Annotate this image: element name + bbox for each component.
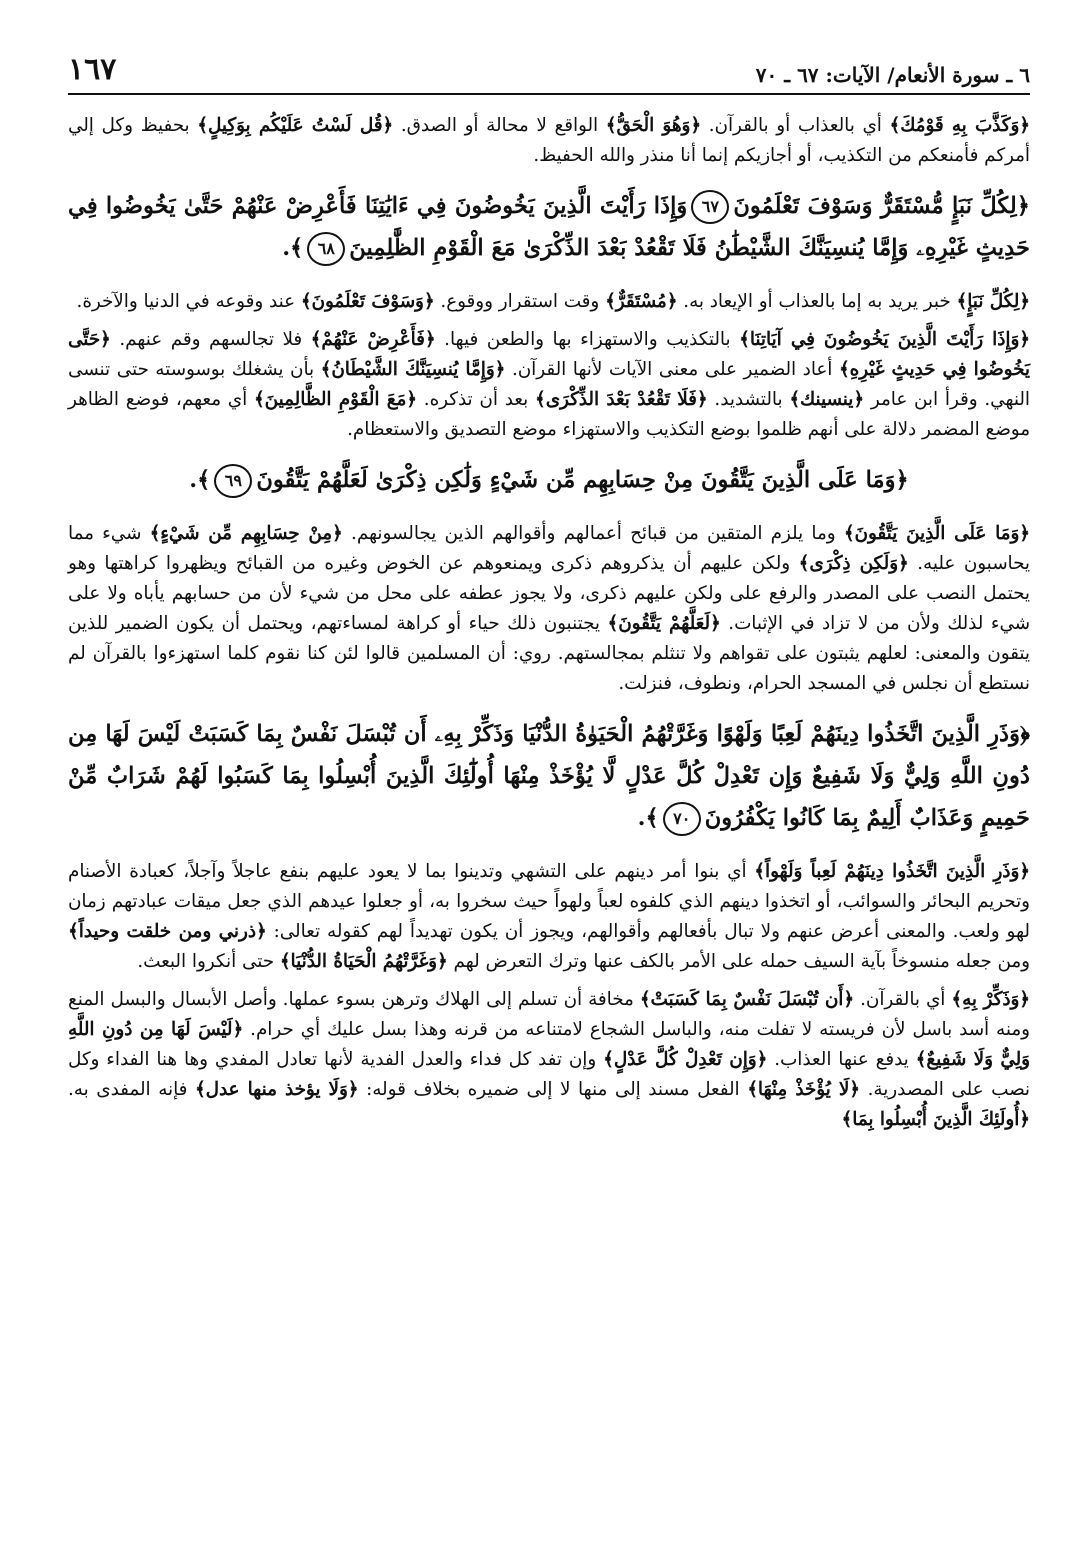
commentary-text: أي بالعذاب أو بالقرآن. (701, 115, 890, 136)
commentary-text: يدفع عنها العذاب. (767, 1049, 916, 1070)
quoted-verse-text: ﴿وَذَرِ الَّذِينَ اتَّخَذُوا دِينَهُمْ لَعِباً وَلَهْواً﴾ (754, 861, 1030, 882)
commentary-text: شيء مما يحاسبون عليه. (68, 523, 1030, 574)
quoted-verse-text: ﴿ينسينك﴾ (789, 389, 865, 410)
quoted-verse-text: ﴿وَلَكِن ذِكْرَى﴾ (798, 553, 909, 574)
commentary-text: وَإِذَا رَأَيْتَ الَّذِينَ يَخُوضُونَ فِي ءَايَٰتِنَا فَأَعْرِضْ عَنْهُمْ حَتَّىٰ يَخُوضُوا فِي حَدِيثٍ غَيْرِهِۦ وَإِمَّا يُنسِيَنَّكَ الشَّيْطَٰنُ فَلَا تَقْعُدْ بَعْدَ الذِّكْرَىٰ مَعَ الْقَوْمِ الظَّٰلِمِينَ (68, 193, 1030, 261)
quran-verse-block (68, 713, 1030, 839)
quoted-verse-text: ﴿فَلَا تَقْعُدْ بَعْدَ الذِّكْرَى﴾ (534, 389, 708, 410)
commentary-text: أي معهم، فوضع الظاهر موضع المضمر دلالة على أنهم ظلموا بوضع التكذيب والاستهزاء موضع التصديق والاستعظام. (68, 389, 1030, 440)
ayah-number-marker: ٦٨ (307, 232, 345, 266)
commentary-text: وإن تفد كل فداء والعدل الفدية لأنها تعادل المفدي وها هنا الفداء وكل نصب على المصدرية. (68, 1049, 1031, 1100)
quoted-verse-text: ﴿حَتَّى يَخُوضُوا فِي حَدِيثٍ غَيْرِهِ﴾ (68, 329, 1030, 380)
commentary-paragraph (68, 287, 1030, 317)
commentary-text: وقت استقرار ووقوع. (434, 291, 606, 312)
ayah-number-marker: ٧٠ (663, 802, 701, 836)
quoted-verse-text: ﴿وَسَوْفَ تَعْلَمُونَ﴾ (300, 291, 435, 312)
page-number: ١٦٧ (68, 52, 117, 87)
quoted-verse-text: ﴿أُولَئِكَ الَّذِينَ أُبْسِلُوا بِمَا﴾ (841, 1109, 1030, 1130)
commentary-text: ﴾. (637, 805, 659, 831)
commentary-text: ولكن عليهم أن يذكروهم ذكرى ويمنعوهم عن الخوض وغيره من القبائح ويظهروا كراهتها وهو يحتمل النصب على المصدر والرفع على ولكن عليهم ذكرى، ولا يجوز عطفه على محل من شيء لأن من حسابهم يأباه ولا على شيء لذلك ولأن من لا تزاد في الإثبات. (68, 553, 1031, 634)
quoted-verse-text: ﴿ذرني ومن خلقت وحيداً﴾ (68, 921, 267, 942)
quoted-verse-text: ﴿لَيْسَ لَهَا مِن دُونِ اللَّهِ وَلِيٌّ وَلَا شَفِيعٌ﴾ (68, 1019, 1030, 1070)
quoted-verse-text: ﴿وَكَذَّبَ بِهِ قَوْمُكَ﴾ (889, 115, 1031, 136)
quoted-verse-text: ﴿وَلَا يؤخذ منها عدل﴾ (194, 1079, 359, 1100)
quran-verse-block (68, 185, 1030, 269)
commentary-text: بالتشديد. (707, 389, 790, 410)
commentary-text: أعاد الضمير على معنى الآيات لأنها القرآن. (505, 359, 839, 380)
page-header (68, 52, 1030, 95)
commentary-paragraph (68, 325, 1030, 445)
commentary-text: بحفيظ وكل إلي أمركم فأمنعكم من التكذيب، أو أجازيكم إنما أنا منذر والله الحفيظ. (68, 115, 1030, 166)
commentary-paragraph (68, 985, 1030, 1135)
commentary-text: عند وقوعه في الدنيا والآخرة. (76, 291, 301, 312)
commentary-text: أي بنوا أمر دينهم على التشهي وتدينوا بما لا يعود عليهم بنفع عاجلاً وآجلاً، كعبادة الأصنام وتحريم البحائر والسوائب، أو اتخذوا دينهم الذي كلفوه لعباً ولهواً حيث سخروا به، أو جعلوا عيدهم الذي جعل ميقات عبادتهم زمان لهو ولعب. والمعنى أعرض عنهم ولا تبال بأفعالهم وأقوالهم، ويجوز أن يكون تهديداً لهم كقوله تعالى: (68, 861, 1030, 942)
quoted-verse-text: ﴿لَعَلَّهُمْ يَتَّقُونَ﴾ (607, 613, 721, 634)
commentary-text: ومن جعله منسوخاً بآية السيف حمله على الأمر بالكف عنها وترك التعرض لهم (447, 951, 1030, 972)
quoted-verse-text: ﴿فَأَعْرِضْ عَنْهُمْ﴾ (310, 329, 436, 350)
commentary-paragraph (68, 111, 1030, 171)
commentary-text: يجتنبون ذلك حياء أو كراهة لمساءتهم، ويحتمل أن يكون الضمير للذين يتقون والمعنى: لعلهم يثبتون على تقواهم ولا تنثلم بمجالستهم. روي: أن المسلمين قالوا لئن كنا نقوم كلما استهزءوا بالقرآن لم نستطع أن نجلس في المسجد الحرام، ونطوف، فنزلت. (68, 613, 1030, 694)
commentary-text: ﴿وَمَا عَلَى الَّذِينَ يَتَّقُونَ مِنْ حِسَابِهِم مِّن شَيْءٍ وَلَٰكِن ذِكْرَىٰ لَعَلَّهُمْ يَتَّقُونَ (256, 467, 909, 493)
commentary-text: بأن يشغلك بوسوسته حتى تنسى النهي. وقرأ ابن عامر (68, 359, 1031, 410)
commentary-text: الفعل مسند إلى منها لا إلى ضميره بخلاف قوله: (358, 1079, 748, 1100)
page-body (68, 111, 1030, 1135)
commentary-text: فإنه المفدى به. (68, 1079, 195, 1100)
commentary-text: وما يلزم المتقين من قبائح أعمالهم وأقوالهم الذين يجالسونهم. (342, 523, 844, 544)
commentary-text: مخافة أن تسلم إلى الهلاك وترهن بسوء عملها. وأصل الأبسال والبسل المنع ومنه أسد باسل لأن فريسته لا تفلت منه، والباسل الشجاع لامتناعه من قرنه وهذا بسل عليك أي حرام. (68, 989, 1030, 1040)
commentary-text: خبر يريد به إما بالعذاب أو الإيعاد به. (677, 291, 957, 312)
quoted-verse-text: ﴿وَمَا عَلَى الَّذِينَ يَتَّقُونَ﴾ (843, 523, 1030, 544)
quoted-verse-text: ﴿وَإِمَّا يُنسِيَنَّكَ الشَّيْطَانُ﴾ (320, 359, 506, 380)
commentary-text: بالتكذيب والاستهزاء بها والطعن فيها. (435, 329, 740, 350)
ayah-number-marker: ٦٩ (214, 464, 252, 498)
quoted-verse-text: ﴿وَهُوَ الْحَقُّ﴾ (605, 115, 702, 136)
quran-verse-block (68, 459, 1030, 501)
commentary-text: ﴾. (282, 235, 304, 261)
quoted-verse-text: ﴿وَذَكِّرْ بِهِ﴾ (951, 989, 1031, 1010)
commentary-paragraph (68, 857, 1030, 977)
quoted-verse-text: ﴿وَغَرَّتْهُمُ الْحَيَاةُ الدُّنْيَا﴾ (279, 951, 448, 972)
commentary-text: ﴿لِكُلِّ نَبَإٍ مُّسْتَقَرٌّ وَسَوْفَ تَعْلَمُونَ (733, 193, 1030, 219)
commentary-text: حتى أنكروا البعث. (137, 951, 280, 972)
commentary-text: ﴿وَذَرِ الَّذِينَ اتَّخَذُوا دِينَهُمْ لَعِبًا وَلَهْوًا وَغَرَّتْهُمُ الْحَيَوٰةُ الدُّنْيَا وَذَكِّرْ بِهِۦ أَن تُبْسَلَ نَفْسٌ بِمَا كَسَبَتْ لَيْسَ لَهَا مِن دُونِ اللَّهِ وَلِيٌّ وَلَا شَفِيعٌ وَإِن تَعْدِلْ كُلَّ عَدْلٍ لَّا يُؤْخَذْ مِنْهَا أُولَٰٓئِكَ الَّذِينَ أُبْسِلُوا بِمَا كَسَبُوا لَهُمْ شَرَابٌ مِّنْ حَمِيمٍ وَعَذَابٌ أَلِيمٌ بِمَا كَانُوا يَكْفُرُونَ (68, 721, 1030, 831)
commentary-text: بعد أن تذكره. (417, 389, 535, 410)
commentary-text: ﴾. (189, 467, 211, 493)
commentary-text: الواقع لا محالة أو الصدق. (393, 115, 606, 136)
commentary-text: أي بالقرآن. (854, 989, 952, 1010)
quoted-verse-text: ﴿لَا يُؤْخَذْ مِنْهَا﴾ (747, 1079, 861, 1100)
ayah-number-marker: ٦٧ (691, 190, 729, 224)
quoted-verse-text: ﴿مُسْتَقَرٌّ﴾ (605, 291, 678, 312)
quoted-verse-text: ﴿لِكُلِّ نَبَإٍ﴾ (956, 291, 1030, 312)
quoted-verse-text: ﴿وَإِذَا رَأَيْتَ الَّذِينَ يَخُوضُونَ فِي آيَاتِنَا﴾ (739, 329, 1030, 350)
quoted-verse-text: ﴿مِنْ حِسَابِهِم مِّن شَيْءٍ﴾ (149, 523, 343, 544)
quoted-verse-text: ﴿وَإِن تَعْدِلْ كُلَّ عَدْلٍ﴾ (603, 1049, 768, 1070)
quoted-verse-text: ﴿مَعَ الْقَوْمِ الظَّالِمِينَ﴾ (253, 389, 418, 410)
quoted-verse-text: ﴿قُل لَسْتُ عَلَيْكُم بِوَكِيلٍ﴾ (197, 115, 394, 136)
commentary-paragraph (68, 519, 1030, 699)
quoted-verse-text: ﴿أَن تُبْسَلَ نَفْسٌ بِمَا كَسَبَتْ﴾ (639, 989, 855, 1010)
surah-title: ٦ ـ سورة الأنعام/ الآيات: ٦٧ ـ ٧٠ (755, 63, 1030, 87)
commentary-text: فلا تجالسهم وقم عنهم. (110, 329, 311, 350)
